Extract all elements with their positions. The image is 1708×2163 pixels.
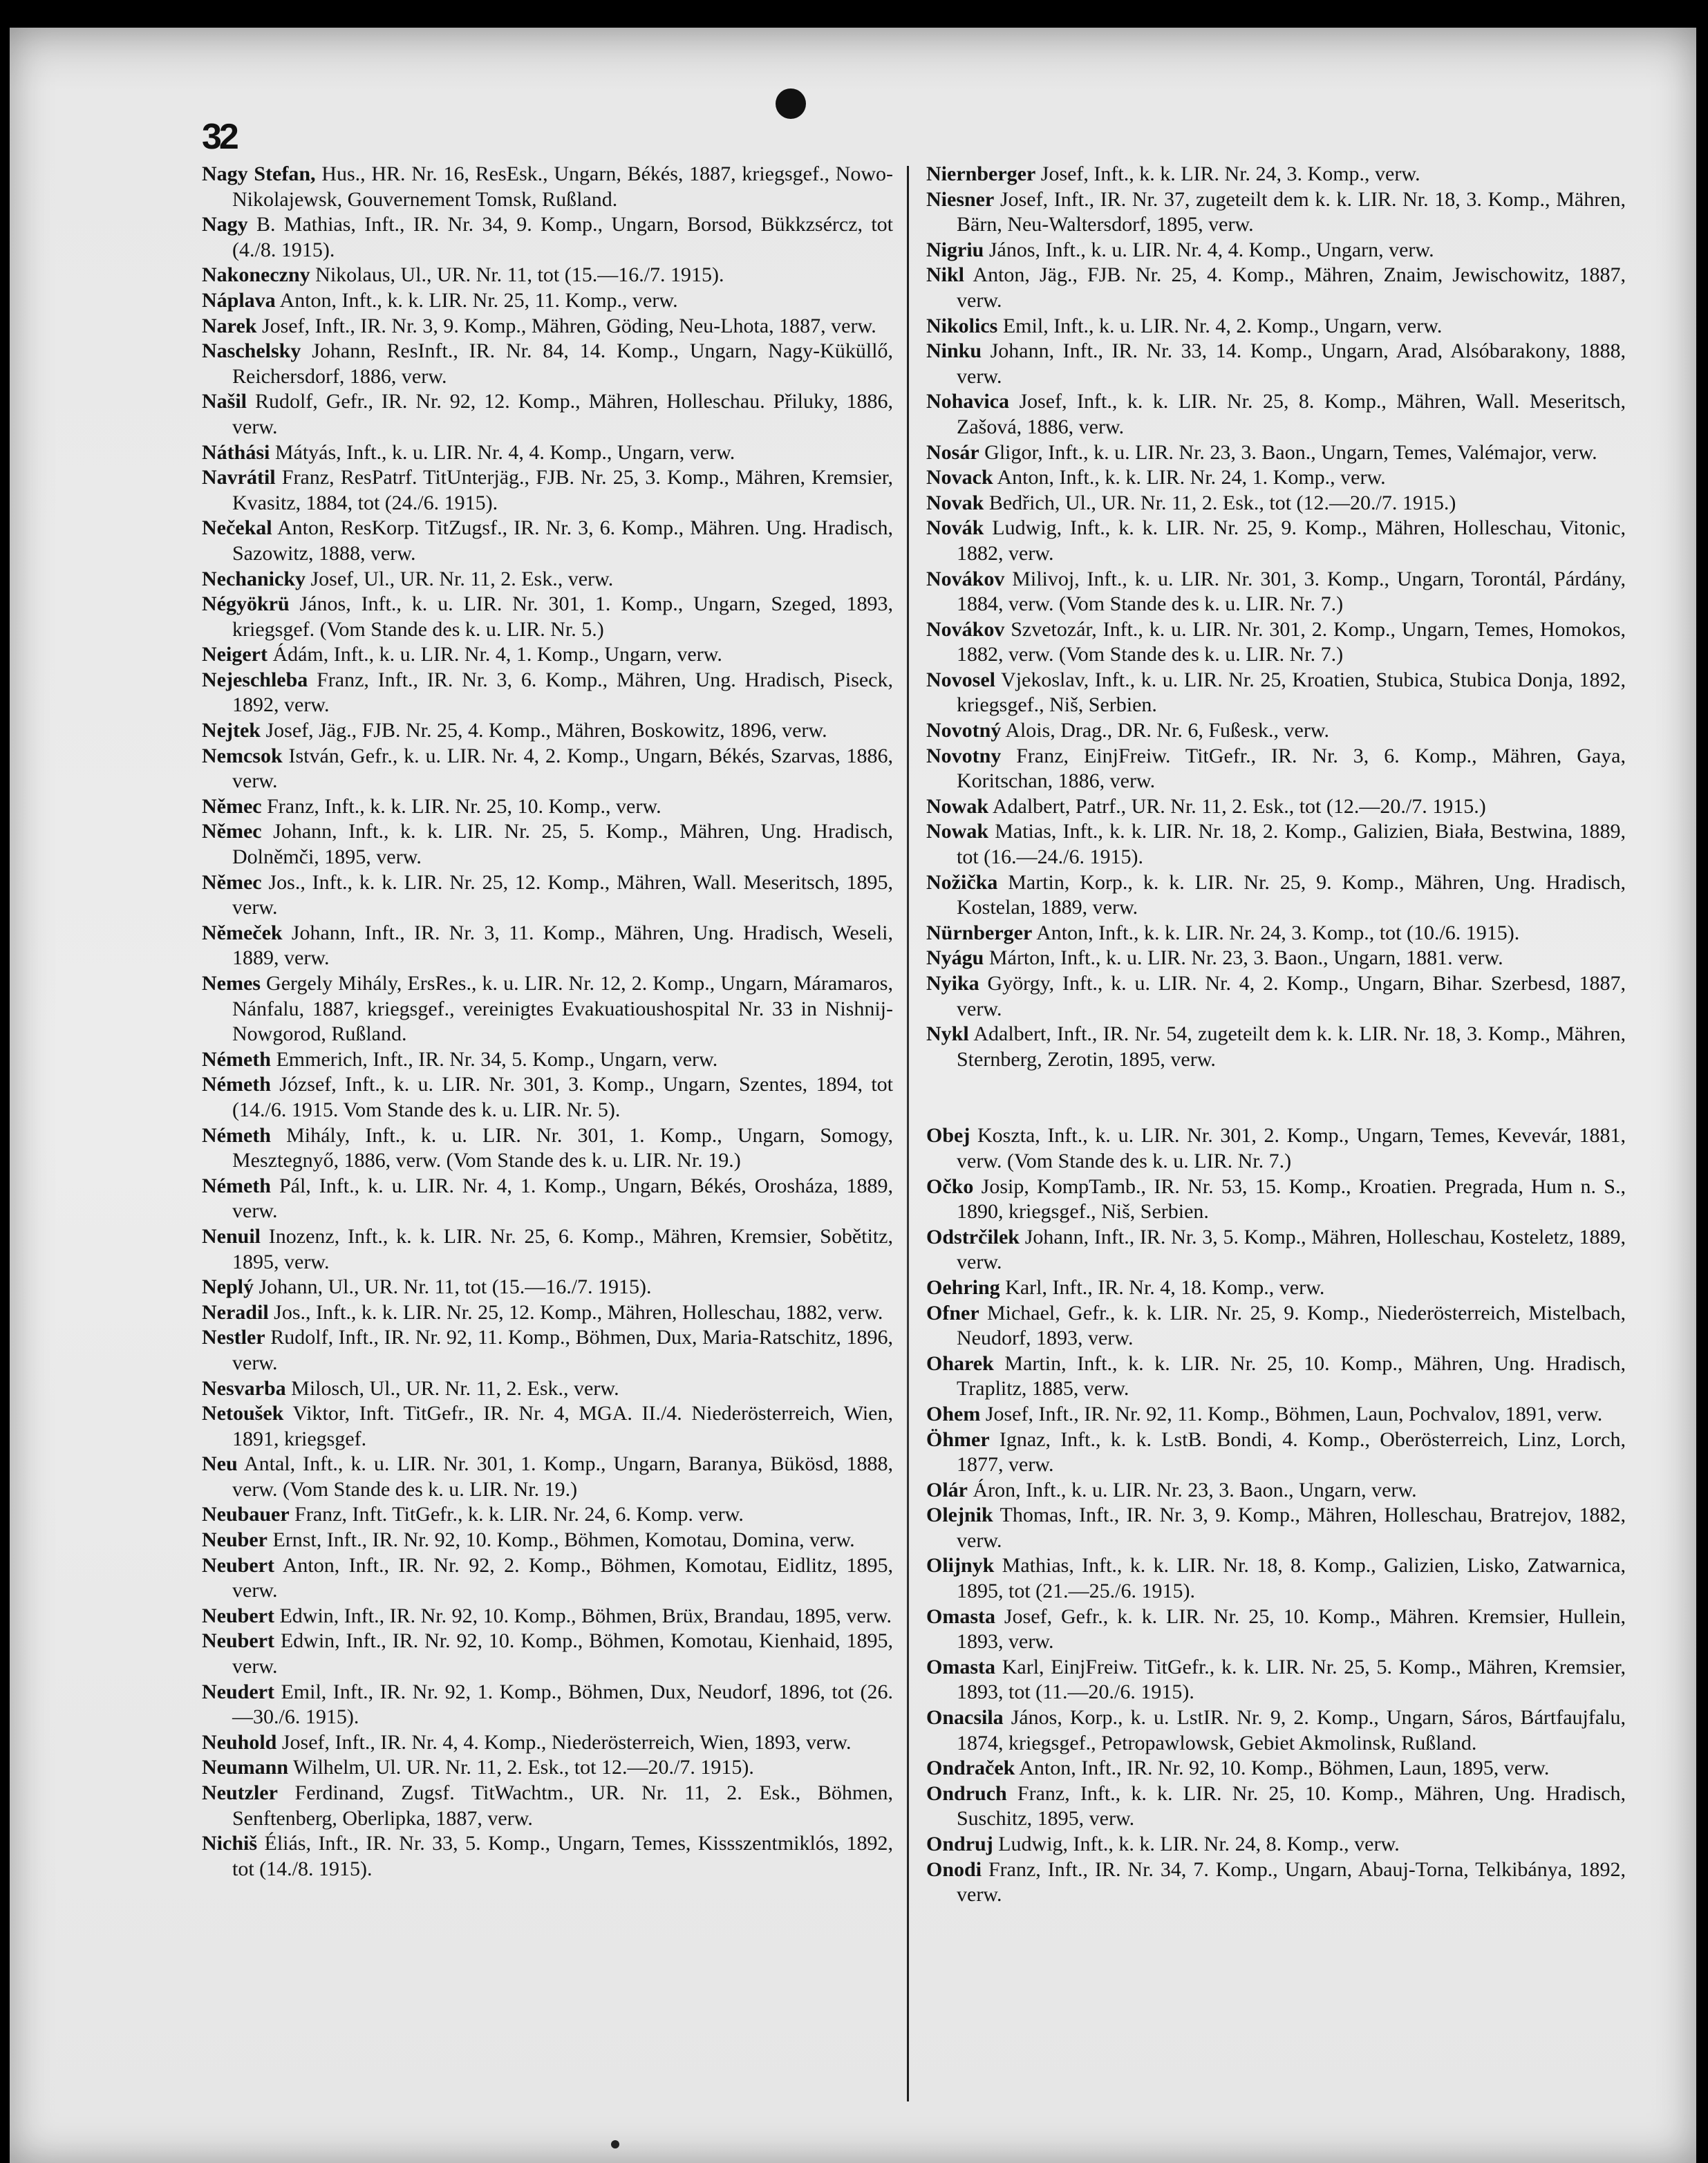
casualty-entry xyxy=(926,314,1626,339)
casualty-entry xyxy=(202,718,893,744)
casualty-entry xyxy=(202,1224,893,1275)
entry-details: Márton, Inft., k. u. LIR. Nr. 23, 3. Baon., Ungarn, 1881. verw. xyxy=(984,946,1503,970)
entry-surname: Němec xyxy=(202,794,262,818)
entry-details: Emil, Inft., k. u. LIR. Nr. 4, 2. Komp., Ungarn, verw. xyxy=(997,314,1443,337)
entry-surname: Nichiš xyxy=(202,1832,258,1855)
entry-surname: Neudert xyxy=(202,1680,274,1703)
entry-details: Edwin, Inft., IR. Nr. 92, 10. Komp., Böhmen, Komotau, Kienhaid, 1895, verw. xyxy=(232,1629,893,1678)
casualty-entry xyxy=(202,1300,893,1326)
entry-surname: Našil xyxy=(202,390,247,413)
entry-surname: Neubert xyxy=(202,1604,274,1627)
entry-details: Hus., HR. Nr. 16, ResEsk., Ungarn, Békés, 1887, kriegsgef., Nowo-Nikolajewsk, Gouvernement Tomsk, Rußland. xyxy=(232,162,893,211)
casualty-entry xyxy=(202,314,893,339)
entry-details: Jos., Inft., k. k. LIR. Nr. 25, 12. Komp., Mähren, Holleschau, 1882, verw. xyxy=(268,1300,883,1324)
entry-details: György, Inft., k. u. LIR. Nr. 4, 2. Komp., Ungarn, Bihar. Szerbesd, 1887, verw. xyxy=(957,972,1626,1020)
entry-details: Karl, EinjFreiw. TitGefr., k. k. LIR. Nr. 25, 5. Komp., Mähren, Kremsier, 1893, tot (11.—20./6. 1915). xyxy=(957,1655,1626,1704)
casualty-entry xyxy=(926,1022,1626,1072)
entry-details: Franz, Inft., k. k. LIR. Nr. 25, 10. Komp., verw. xyxy=(261,794,661,818)
entry-surname: Olejnik xyxy=(926,1504,993,1527)
column-divider xyxy=(907,166,909,2101)
entry-surname: Nyágu xyxy=(926,946,984,970)
entry-details: Josef, Inft., IR. Nr. 92, 11. Komp., Böhmen, Laun, Pochvalov, 1891, verw. xyxy=(980,1402,1603,1425)
casualty-entry xyxy=(926,1604,1626,1655)
casualty-entry xyxy=(202,1047,893,1073)
entry-surname: Neubert xyxy=(202,1553,274,1577)
casualty-entry xyxy=(202,1528,893,1553)
casualty-entry xyxy=(926,1402,1626,1427)
entry-surname: Obej xyxy=(926,1124,970,1148)
entry-details: Vjekoslav, Inft., k. u. LIR. Nr. 25, Kroatien, Stubica, Stubica Donja, 1892, kriegsgef., Niš, Serbien. xyxy=(957,668,1626,717)
entry-surname: Neu xyxy=(202,1452,238,1476)
entry-surname: Naschelsky xyxy=(202,339,301,363)
casualty-entry xyxy=(926,946,1626,971)
casualty-entry xyxy=(926,617,1626,668)
ink-speck xyxy=(611,2140,619,2148)
entry-surname: Neplý xyxy=(202,1275,254,1299)
entry-details: Adalbert, Inft., IR. Nr. 54, zugeteilt dem k. k. LIR. Nr. 18, 3. Komp., Mähren, Sternberg, Zerotin, 1895, verw. xyxy=(957,1022,1626,1071)
entry-details: Milivoj, Inft., k. u. LIR. Nr. 301, 3. Komp., Ungarn, Torontál, Párdány, 1884, verw. (Vom Stande des k. u. LIR. Nr. 7.) xyxy=(957,567,1626,616)
entry-details: Anton, Inft., IR. Nr. 92, 2. Komp., Böhmen, Komotau, Eidlitz, 1895, verw. xyxy=(232,1553,893,1602)
casualty-entry xyxy=(202,440,893,466)
entry-details: Johann, Inft., k. k. LIR. Nr. 25, 5. Komp., Mähren, Ung. Hradisch, Dolněmči, 1895, verw. xyxy=(232,820,893,869)
entry-surname: Novosel xyxy=(926,668,995,691)
entry-details: Emmerich, Inft., IR. Nr. 34, 5. Komp., Ungarn, verw. xyxy=(270,1047,718,1071)
entry-surname: Ofner xyxy=(926,1301,979,1324)
entry-surname: Očko xyxy=(926,1174,974,1198)
entry-details: Franz, EinjFreiw. TitGefr., IR. Nr. 3, 6. Komp., Mähren, Gaya, Koritschan, 1886, verw. xyxy=(957,744,1626,793)
casualty-entry xyxy=(202,971,893,1047)
entry-surname: Neuber xyxy=(202,1528,268,1552)
casualty-entry xyxy=(202,921,893,971)
entry-surname: Nechanicky xyxy=(202,567,306,590)
casualty-entry xyxy=(202,642,893,668)
entry-details: Antal, Inft., k. u. LIR. Nr. 301, 1. Komp., Ungarn, Baranya, Bükösd, 1888, verw. (Vom Stande des k. u. LIR. Nr. 19.) xyxy=(232,1452,893,1501)
entry-details: Josef, Ul., UR. Nr. 11, 2. Esk., verw. xyxy=(306,567,614,590)
entry-details: Josef, Inft., k. k. LIR. Nr. 24, 3. Komp., verw. xyxy=(1035,162,1420,185)
casualty-entry xyxy=(926,1225,1626,1275)
entry-surname: Öhmer xyxy=(926,1427,990,1451)
casualty-entry xyxy=(202,1755,893,1781)
entry-details: Josef, Inft., IR. Nr. 37, zugeteilt dem k. k. LIR. Nr. 18, 3. Komp., Mähren, Bärn, Neu-Waltersdorf, 1895, verw. xyxy=(957,187,1626,236)
entry-surname: Nikolics xyxy=(926,314,998,337)
entry-surname: Nürnberger xyxy=(926,921,1033,944)
casualty-entry xyxy=(202,1376,893,1402)
entry-details: Bedřich, Ul., UR. Nr. 11, 2. Esk., tot (12.—20./7. 1915.) xyxy=(984,491,1456,514)
entry-surname: Novack xyxy=(926,466,993,489)
entry-details: Johann, Ul., UR. Nr. 11, tot (15.—16./7. 1915). xyxy=(254,1275,652,1299)
entry-details: Ernst, Inft., IR. Nr. 92, 10. Komp., Böhmen, Komotau, Domina, verw. xyxy=(267,1528,855,1552)
entry-details: Ludwig, Inft., k. k. LIR. Nr. 25, 9. Komp., Mähren, Holleschau, Vitonic, 1882, verw. xyxy=(957,516,1626,565)
casualty-entry xyxy=(202,1401,893,1452)
casualty-entry xyxy=(926,440,1626,466)
entry-details: Anton, ResKorp. TitZugsf., IR. Nr. 3, 6. Komp., Mähren. Ung. Hradisch, Sazowitz, 1888, verw. xyxy=(232,516,893,565)
casualty-entry xyxy=(926,1756,1626,1781)
left-column xyxy=(202,162,893,1882)
entry-details: Rudolf, Gefr., IR. Nr. 92, 12. Komp., Mähren, Holleschau. Přiluky, 1886, verw. xyxy=(232,390,893,438)
entry-surname: Onodi xyxy=(926,1857,982,1881)
entry-surname: Niesner xyxy=(926,187,995,211)
entry-details: Wilhelm, Ul. UR. Nr. 11, 2. Esk., tot 12.—20./7. 1915). xyxy=(288,1756,754,1779)
casualty-entry xyxy=(926,1705,1626,1756)
entry-details: Jos., Inft., k. k. LIR. Nr. 25, 12. Komp., Mähren, Wall. Meseritsch, 1895, verw. xyxy=(232,870,893,919)
entry-surname: Onacsila xyxy=(926,1706,1004,1730)
page-number: 32 xyxy=(202,117,236,157)
entry-details: Josip, KompTamb., IR. Nr. 53, 15. Komp., Kroatien. Pregrada, Hum n. S., 1890, kriegsgef., Niš, Serbien. xyxy=(957,1174,1626,1224)
entry-details: Milosch, Ul., UR. Nr. 11, 2. Esk., verw. xyxy=(285,1376,619,1400)
casualty-entry xyxy=(202,870,893,921)
entry-details: Mihály, Inft., k. u. LIR. Nr. 301, 1. Komp., Ungarn, Somogy, Mesztegnyő, 1886, verw. (Vom Stande des k. u. LIR. Nr. 19.) xyxy=(232,1123,893,1172)
casualty-entry xyxy=(926,1553,1626,1604)
casualty-entry xyxy=(202,1452,893,1502)
casualty-entry xyxy=(926,1174,1626,1225)
section-gap xyxy=(926,1072,1626,1123)
entry-surname: Nyika xyxy=(926,972,979,995)
casualty-entry xyxy=(202,288,893,314)
entry-surname: Nikl xyxy=(926,263,965,287)
casualty-entry xyxy=(926,971,1626,1022)
casualty-entry xyxy=(202,1781,893,1831)
entry-details: Szvetozár, Inft., k. u. LIR. Nr. 301, 2. Komp., Ungarn, Temes, Homokos, 1882, verw. (Vom Stande des k. u. LIR. Nr. 7.) xyxy=(957,617,1626,666)
entry-details: Franz, Inft. TitGefr., k. k. LIR. Nr. 24, 6. Komp. verw. xyxy=(289,1503,744,1526)
entry-details: Viktor, Inft. TitGefr., IR. Nr. 4, MGA. II./4. Niederösterreich, Wien, 1891, kriegsgef. xyxy=(232,1402,893,1450)
entry-surname: Nesvarba xyxy=(202,1376,286,1400)
entry-details: János, Korp., k. u. LstIR. Nr. 9, 2. Komp., Ungarn, Sáros, Bártfaujfalu, 1874, kriegsgef., Petropawlowsk, Gebiet Akmolinsk, Rußland. xyxy=(957,1706,1626,1754)
entry-surname: Neubert xyxy=(202,1629,274,1653)
entry-details: Pál, Inft., k. u. LIR. Nr. 4, 1. Komp., Ungarn, Békés, Orosháza, 1889, verw. xyxy=(232,1174,893,1223)
entry-details: Ludwig, Inft., k. k. LIR. Nr. 24, 8. Komp., verw. xyxy=(993,1833,1400,1855)
entry-surname: Neumann xyxy=(202,1756,289,1779)
entry-details: Inozenz, Inft., k. k. LIR. Nr. 25, 6. Komp., Mähren, Kremsier, Sobětitz, 1895, verw. xyxy=(232,1224,893,1273)
entry-details: Koszta, Inft., k. u. LIR. Nr. 301, 2. Komp., Ungarn, Temes, Kevevár, 1881, verw. (Vom Stande des k. u. LIR. Nr. 7.) xyxy=(957,1124,1626,1172)
casualty-entry xyxy=(202,819,893,870)
casualty-entry xyxy=(926,1655,1626,1705)
casualty-entry xyxy=(926,238,1626,263)
entry-details: Johann, Inft., IR. Nr. 3, 5. Komp., Mähren, Holleschau, Kosteletz, 1889, verw. xyxy=(957,1225,1626,1274)
casualty-entry xyxy=(202,1831,893,1882)
entry-details: János, Inft., k. u. LIR. Nr. 4, 4. Komp., Ungarn, verw. xyxy=(984,238,1434,261)
entry-surname: Nečekal xyxy=(202,516,272,540)
entry-details: B. Mathias, Inft., IR. Nr. 34, 9. Komp., Ungarn, Borsod, Bükkzsércz, tot (4./8. 1915). xyxy=(232,213,893,261)
entry-details: Mathias, Inft., k. k. LIR. Nr. 18, 8. Komp., Galizien, Lisko, Zatwarnica, 1895, tot (21.—25./6. 1915). xyxy=(957,1554,1626,1603)
casualty-entry xyxy=(926,744,1626,794)
entry-surname: Netoušek xyxy=(202,1402,284,1425)
entry-details: Johann, Inft., IR. Nr. 33, 14. Komp., Ungarn, Arad, Alsóbarakony, 1888, verw. xyxy=(957,339,1626,388)
casualty-entry xyxy=(202,516,893,566)
casualty-entry xyxy=(926,819,1626,870)
entry-surname: Nykl xyxy=(926,1022,969,1046)
entry-surname: Narek xyxy=(202,314,257,337)
entry-surname: Nemcsok xyxy=(202,744,283,767)
entry-surname: Neubauer xyxy=(202,1503,290,1526)
casualty-entry xyxy=(926,1832,1626,1857)
casualty-entry xyxy=(926,1857,1626,1908)
entry-details: Josef, Gefr., k. k. LIR. Nr. 25, 10. Komp., Mähren. Kremsier, Hullein, 1893, verw. xyxy=(957,1604,1626,1654)
entry-details: Gligor, Inft., k. u. LIR. Nr. 23, 3. Baon., Ungarn, Temes, Valémajor, verw. xyxy=(979,440,1597,464)
casualty-entry xyxy=(926,1301,1626,1351)
entry-surname: Nowak xyxy=(926,820,989,843)
entry-details: Áron, Inft., k. u. LIR. Nr. 23, 3. Baon., Ungarn, verw. xyxy=(968,1478,1417,1501)
entry-details: János, Inft., k. u. LIR. Nr. 301, 1. Komp., Ungarn, Szeged, 1893, kriegsgef. (Vom Stande des k. u. LIR. Nr. 5.) xyxy=(232,592,893,641)
casualty-entry xyxy=(202,1275,893,1300)
casualty-entry xyxy=(202,1730,893,1756)
entry-details: Nikolaus, Ul., UR. Nr. 11, tot (15.—16./7. 1915). xyxy=(310,263,724,287)
casualty-entry xyxy=(926,1478,1626,1504)
entry-surname: Nohavica xyxy=(926,390,1009,413)
casualty-entry xyxy=(926,339,1626,389)
entry-surname: Németh xyxy=(202,1047,271,1071)
entry-details: Anton, Inft., IR. Nr. 92, 10. Komp., Böhmen, Laun, 1895, verw. xyxy=(1015,1757,1550,1780)
entry-surname: Oharek xyxy=(926,1351,994,1375)
entry-surname: Nowak xyxy=(926,794,989,818)
entry-surname: Nestler xyxy=(202,1326,265,1349)
entry-surname: Neuhold xyxy=(202,1730,277,1754)
casualty-entry xyxy=(202,1072,893,1123)
casualty-entry xyxy=(926,668,1626,718)
entry-surname: Nejtek xyxy=(202,719,261,742)
casualty-entry xyxy=(926,870,1626,921)
entry-surname: Němec xyxy=(202,820,262,843)
casualty-entry xyxy=(202,162,893,212)
casualty-entry xyxy=(926,162,1626,187)
casualty-entry xyxy=(202,668,893,718)
entry-surname: Novak xyxy=(926,491,984,514)
casualty-entry xyxy=(202,339,893,389)
right-column xyxy=(926,162,1626,1908)
entry-details: Edwin, Inft., IR. Nr. 92, 10. Komp., Böhmen, Brüx, Brandau, 1895, verw. xyxy=(274,1604,892,1627)
casualty-entry xyxy=(926,1781,1626,1832)
entry-details: Anton, Inft., k. k. LIR. Nr. 24, 3. Komp., tot (10./6. 1915). xyxy=(1032,921,1520,944)
casualty-entry xyxy=(926,389,1626,440)
entry-details: Thomas, Inft., IR. Nr. 3, 9. Komp., Mähren, Holleschau, Bratrejov, 1882, verw. xyxy=(957,1504,1626,1552)
entry-surname: Ondraček xyxy=(926,1757,1015,1780)
entry-details: Rudolf, Inft., IR. Nr. 92, 11. Komp., Böhmen, Dux, Maria-Ratschitz, 1896, verw. xyxy=(232,1326,893,1374)
casualty-entry xyxy=(926,567,1626,617)
entry-surname: Németh xyxy=(202,1123,271,1147)
entry-surname: Négyökrü xyxy=(202,592,290,616)
entry-details: Gergely Mihály, ErsRes., k. u. LIR. Nr. 12, 2. Komp., Ungarn, Máramaros, Nánfalu, 1887, kriegsgef., vereinigtes Evakuatioushospital Nr. 33 in Nishnij-Nowgorod, Rußland. xyxy=(232,972,893,1046)
entry-surname: Olijnyk xyxy=(926,1554,995,1577)
entry-details: Franz, ResPatrf. TitUnterjäg., FJB. Nr. 25, 3. Komp., Mähren, Kremsier, Kvasitz, 1884, tot (24./6. 1915). xyxy=(232,466,893,514)
casualty-entry xyxy=(202,794,893,820)
casualty-entry xyxy=(926,465,1626,491)
entry-surname: Nemes xyxy=(202,972,261,995)
entry-surname: Náplava xyxy=(202,288,276,312)
entry-details: Johann, ResInft., IR. Nr. 84, 14. Komp., Ungarn, Nagy-Küküllő, Reichersdorf, 1886, verw. xyxy=(232,339,893,388)
casualty-entry xyxy=(926,263,1626,313)
entry-details: Martin, Korp., k. k. LIR. Nr. 25, 9. Komp., Mähren, Ung. Hradisch, Kostelan, 1889, verw. xyxy=(957,870,1626,919)
casualty-entry xyxy=(202,1123,893,1174)
entry-surname: Nigriu xyxy=(926,238,984,261)
casualty-entry xyxy=(202,744,893,794)
entry-surname: Németh xyxy=(202,1174,271,1197)
entry-surname: Ohem xyxy=(926,1402,981,1425)
entry-details: Josef, Inft., IR. Nr. 4, 4. Komp., Niederösterreich, Wien, 1893, verw. xyxy=(276,1730,852,1754)
entry-surname: Németh xyxy=(202,1073,271,1096)
casualty-entry xyxy=(202,1553,893,1604)
entry-surname: Omasta xyxy=(926,1604,995,1628)
entry-surname: Niernberger xyxy=(926,162,1036,185)
entry-surname: Nenuil xyxy=(202,1224,261,1248)
entry-details: Franz, Inft., k. k. LIR. Nr. 25, 10. Komp., Mähren, Ung. Hradisch, Suschitz, 1895, verw. xyxy=(957,1781,1626,1830)
casualty-entry xyxy=(202,212,893,263)
casualty-entry xyxy=(926,921,1626,946)
casualty-entry xyxy=(926,187,1626,238)
entry-surname: Němec xyxy=(202,870,262,894)
casualty-entry xyxy=(202,1502,893,1528)
entry-surname: Ondruj xyxy=(926,1833,993,1855)
entry-details: Ádám, Inft., k. u. LIR. Nr. 4, 1. Komp., Ungarn, verw. xyxy=(267,643,722,666)
casualty-entry xyxy=(202,1604,893,1629)
entry-surname: Novák xyxy=(926,516,984,540)
entry-details: Josef, Inft., k. k. LIR. Nr. 25, 8. Komp., Mähren, Wall. Meseritsch, Zašová, 1886, verw. xyxy=(957,390,1626,438)
entry-surname: Novotný xyxy=(926,719,1002,742)
entry-surname: Novákov xyxy=(926,567,1005,590)
entry-surname: Oehring xyxy=(926,1275,1000,1299)
entry-surname: Nagy xyxy=(202,213,248,236)
entry-details: Mátyás, Inft., k. u. LIR. Nr. 4, 4. Komp., Ungarn, verw. xyxy=(270,440,735,464)
entry-surname: Neutzler xyxy=(202,1781,278,1804)
entry-details: Franz, Inft., IR. Nr. 34, 7. Komp., Ungarn, Abauj-Torna, Telkibánya, 1892, verw. xyxy=(957,1857,1626,1907)
entry-details: Éliás, Inft., IR. Nr. 33, 5. Komp., Ungarn, Temes, Kissszentmiklós, 1892, tot (14./8. 1915). xyxy=(232,1832,893,1880)
entry-details: Ignaz, Inft., k. k. LstB. Bondi, 4. Komp., Oberösterreich, Linz, Lorch, 1877, verw. xyxy=(957,1427,1626,1477)
entry-details: Johann, Inft., IR. Nr. 3, 11. Komp., Mähren, Ung. Hradisch, Weseli, 1889, verw. xyxy=(232,921,893,970)
scan-border xyxy=(0,0,10,2163)
casualty-entry xyxy=(202,465,893,516)
casualty-entry xyxy=(202,389,893,440)
entry-surname: Omasta xyxy=(926,1655,995,1678)
entry-surname: Nagy Stefan, xyxy=(202,162,316,185)
entry-surname: Ondruch xyxy=(926,1781,1007,1805)
casualty-entry xyxy=(926,1351,1626,1402)
entry-surname: Nejeschleba xyxy=(202,668,308,691)
entry-details: Josef, Jäg., FJB. Nr. 25, 4. Komp., Mähren, Boskowitz, 1896, verw. xyxy=(260,719,827,742)
entry-details: Karl, Inft., IR. Nr. 4, 18. Komp., verw. xyxy=(1000,1275,1325,1299)
entry-details: István, Gefr., k. u. LIR. Nr. 4, 2. Komp., Ungarn, Békés, Szarvas, 1886, verw. xyxy=(232,744,893,793)
entry-surname: Olár xyxy=(926,1478,968,1501)
casualty-entry xyxy=(926,794,1626,820)
entry-surname: Nosár xyxy=(926,440,979,464)
casualty-entry xyxy=(926,1275,1626,1301)
entry-details: Adalbert, Patrf., UR. Nr. 11, 2. Esk., tot (12.—20./7. 1915.) xyxy=(988,794,1486,818)
entry-details: Matias, Inft., k. k. LIR. Nr. 18, 2. Komp., Galizien, Biała, Bestwina, 1889, tot (16.—24./6. 1915). xyxy=(957,820,1626,869)
entry-surname: Novákov xyxy=(926,617,1005,641)
entry-surname: Navrátil xyxy=(202,466,276,489)
casualty-entry xyxy=(202,592,893,642)
entry-surname: Odstrčilek xyxy=(926,1225,1020,1248)
entry-details: Anton, Inft., k. k. LIR. Nr. 24, 1. Komp., verw. xyxy=(993,466,1386,489)
casualty-entry xyxy=(926,1503,1626,1553)
entry-details: Anton, Jäg., FJB. Nr. 25, 4. Komp., Mähren, Znaim, Jewischowitz, 1887, verw. xyxy=(957,263,1626,312)
casualty-entry xyxy=(202,1325,893,1376)
ink-blot xyxy=(776,88,806,119)
casualty-entry xyxy=(202,1680,893,1730)
entry-details: Ferdinand, Zugsf. TitWachtm., UR. Nr. 11, 2. Esk., Böhmen, Senftenberg, Oberlipka, 1887, verw. xyxy=(232,1781,893,1830)
casualty-entry xyxy=(202,1174,893,1224)
entry-surname: Nakoneczny xyxy=(202,263,310,287)
entry-surname: Nožička xyxy=(926,870,998,894)
entry-surname: Novotny xyxy=(926,744,1002,767)
entry-details: Emil, Inft., IR. Nr. 92, 1. Komp., Böhmen, Dux, Neudorf, 1896, tot (26.—30./6. 1915). xyxy=(232,1680,893,1729)
entry-details: Martin, Inft., k. k. LIR. Nr. 25, 10. Komp., Mähren, Ung. Hradisch, Traplitz, 1885, verw. xyxy=(957,1351,1626,1401)
entry-details: Josef, Inft., IR. Nr. 3, 9. Komp., Mähren, Göding, Neu-Lhota, 1887, verw. xyxy=(256,314,876,337)
entry-surname: Němeček xyxy=(202,921,283,944)
entry-surname: Ninku xyxy=(926,339,982,363)
casualty-entry xyxy=(202,263,893,288)
entry-details: Franz, Inft., IR. Nr. 3, 6. Komp., Mähren, Ung. Hradisch, Piseck, 1892, verw. xyxy=(232,668,893,717)
casualty-entry xyxy=(926,1427,1626,1478)
entry-details: József, Inft., k. u. LIR. Nr. 301, 3. Komp., Ungarn, Szentes, 1894, tot (14./6. 1915. Vom Stande des k. u. LIR. Nr. 5). xyxy=(232,1073,893,1121)
casualty-entry xyxy=(926,516,1626,566)
entry-details: Alois, Drag., DR. Nr. 6, Fußesk., verw. xyxy=(1001,719,1330,742)
entry-surname: Neigert xyxy=(202,643,268,666)
casualty-entry xyxy=(926,718,1626,744)
entry-details: Michael, Gefr., k. k. LIR. Nr. 25, 9. Komp., Niederösterreich, Mistelbach, Neudorf, 1893, verw. xyxy=(957,1301,1626,1350)
casualty-entry xyxy=(202,1629,893,1679)
casualty-entry xyxy=(926,491,1626,516)
entry-surname: Náthási xyxy=(202,440,270,464)
casualty-entry xyxy=(926,1123,1626,1174)
entry-details: Anton, Inft., k. k. LIR. Nr. 25, 11. Komp., verw. xyxy=(275,288,678,312)
casualty-entry xyxy=(202,567,893,592)
entry-surname: Neradil xyxy=(202,1300,269,1324)
